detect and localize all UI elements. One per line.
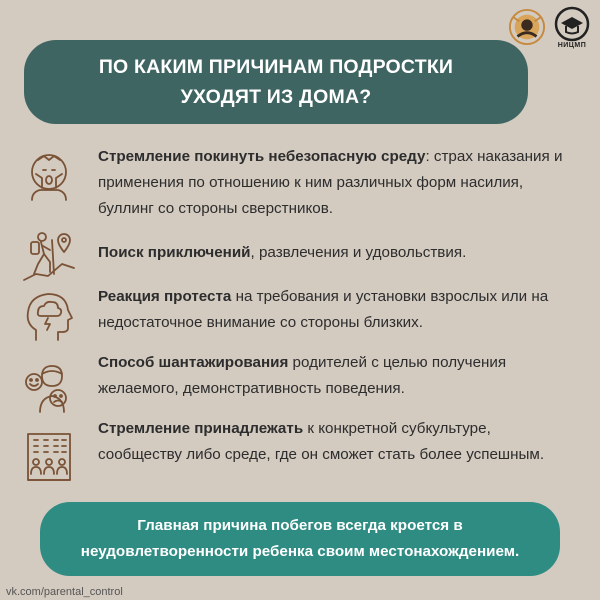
main-reason-banner [40, 502, 560, 576]
reason-text [98, 416, 568, 468]
reason-text [98, 144, 568, 222]
title-banner [24, 40, 528, 124]
reason-text [98, 240, 568, 266]
crowd-building-icon [22, 430, 76, 484]
reason-rest: на требования и установки взрослых или на недостаточное внимание со стороны близких. [98, 288, 549, 331]
fear-face-icon [22, 148, 76, 202]
reason-bold: Стремление покинуть небезопасную среду [98, 148, 426, 165]
reason-bold: Стремление принадлежать [98, 420, 304, 437]
hiker-location-icon [22, 228, 76, 282]
reason-bold: Способ шантажирования [98, 354, 289, 371]
page-title: ПО КАКИМ ПРИЧИНАМ ПОДРОСТКИ УХОДЯТ ИЗ ДОМА? [98, 56, 454, 108]
reason-rest: родителей с целью получения желаемого, демонстративность поведения. [98, 354, 507, 397]
reason-rest: , развлечения и удовольствия. [250, 244, 467, 261]
graduation-logo-icon [552, 6, 592, 46]
reason-rest: к конкретной субкультуре, сообществу либо среде, где он сможет стать более успешным. [98, 420, 545, 463]
reason-bold: Поиск приключений [98, 244, 251, 261]
head-storm-icon [22, 290, 76, 344]
logos [508, 6, 592, 52]
source-link[interactable]: vk.com/parental_control [6, 586, 123, 598]
logo-text: НИЦМП [557, 42, 587, 49]
reason-text [98, 350, 568, 402]
main-reason-text: Главная причина побегов всегда кроется в неудовлетворенности ребенка своим местонахождением. [80, 517, 520, 560]
reason-text [98, 284, 568, 336]
reason-bold: Реакция протеста [98, 288, 232, 305]
reason-rest: : страх наказания и применения по отношению к ним различных форм насилия, буллинг со стороны сверстников. [98, 148, 563, 217]
emblem-logo-icon [508, 8, 546, 46]
person-masks-icon [22, 360, 76, 414]
